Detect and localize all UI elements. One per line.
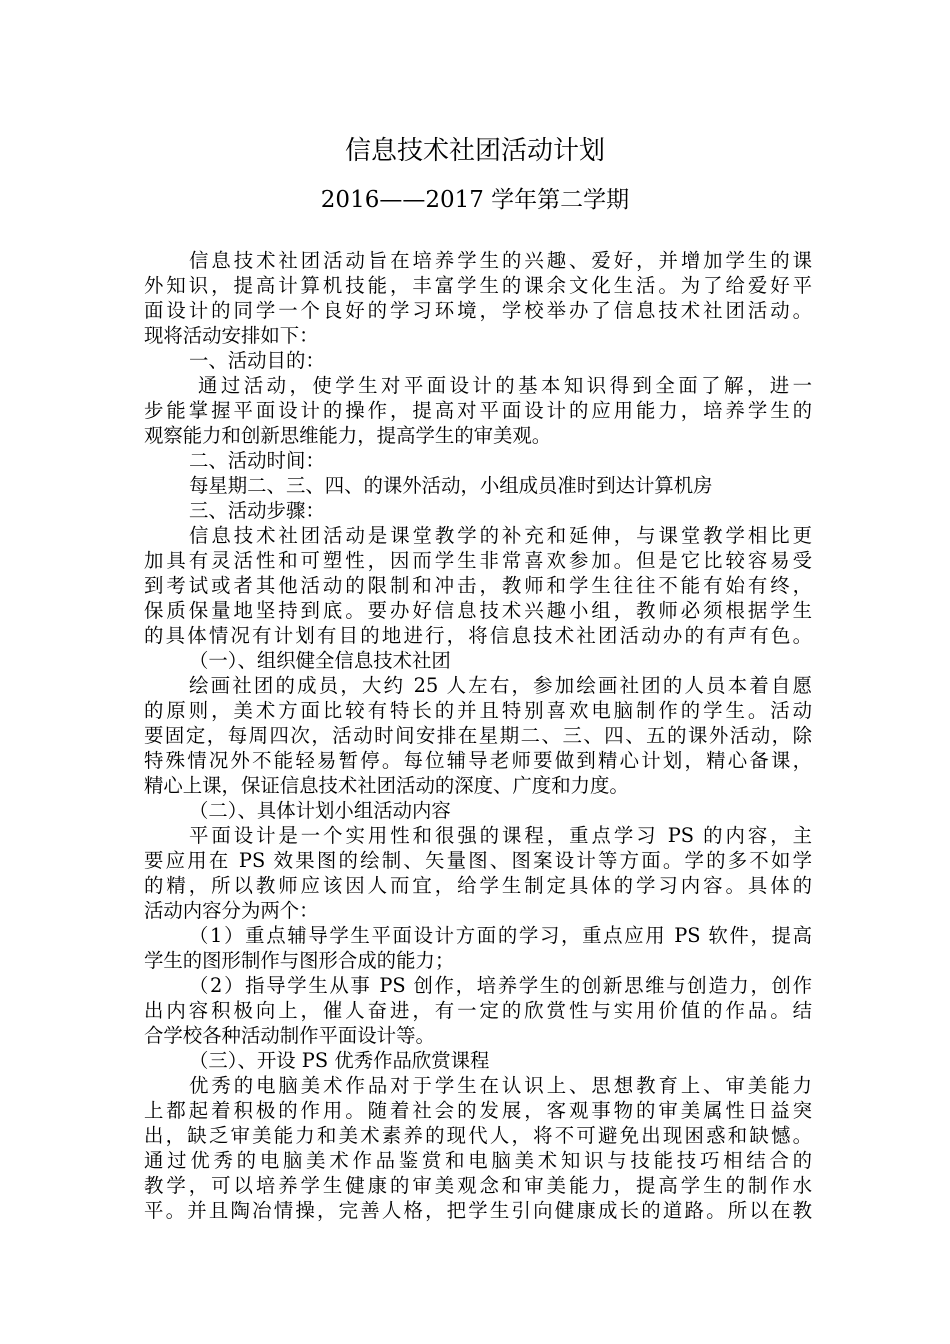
body-line: （一）、组织健全信息技术社团 bbox=[189, 649, 451, 672]
body-line: 到考试或者其他活动的限制和冲击，教师和学生往往不能有始有终， bbox=[144, 574, 812, 597]
body-line: 一、活动目的： bbox=[189, 349, 325, 372]
body-line: 要固定，每周四次，活动时间安排在星期二、三、四、五的课外活动，除 bbox=[144, 724, 812, 747]
body-line: （2）指导学生从事 PS 创作，培养学生的创新思维与创造力，创作 bbox=[189, 974, 812, 997]
body-line: 通过优秀的电脑美术作品鉴赏和电脑美术知识与技能技巧相结合的 bbox=[144, 1149, 812, 1172]
body-line: 加具有灵活性和可塑性，因而学生非常喜欢参加。但是它比较容易受 bbox=[144, 549, 812, 572]
body-line: （二）、具体计划小组活动内容 bbox=[189, 799, 451, 822]
body-line: 步能掌握平面设计的操作，提高对平面设计的应用能力，培养学生的 bbox=[144, 399, 812, 422]
body-line: 的具体情况有计划有目的地进行，将信息技术社团活动办的有声有色。 bbox=[144, 624, 812, 647]
document-subtitle: 2016——2017 学年第二学期 bbox=[320, 187, 630, 213]
body-line: 的精，所以教师应该因人而宜，给学生制定具体的学习内容。具体的 bbox=[144, 874, 812, 897]
body-line: 出，缺乏审美能力和美术素养的现代人，将不可避免出现困惑和缺憾。 bbox=[144, 1124, 812, 1147]
body-line: 二、活动时间： bbox=[189, 449, 325, 472]
body-line: 教学，可以培养学生健康的审美观念和审美能力，提高学生的制作水 bbox=[144, 1174, 812, 1197]
body-line: 精心上课，保证信息技术社团活动的深度、广度和力度。 bbox=[144, 774, 629, 797]
body-line: 优秀的电脑美术作品对于学生在认识上、思想教育上、审美能力 bbox=[189, 1074, 812, 1097]
body-line: 出内容积极向上，催人奋进，有一定的欣赏性与实用价值的作品。结 bbox=[144, 999, 812, 1022]
body-line: 学生的图形制作与图形合成的能力； bbox=[144, 949, 455, 972]
document-title: 信息技术社团活动计划 bbox=[344, 136, 605, 166]
body-line: 现将活动安排如下： bbox=[144, 324, 319, 347]
body-line: 平。并且陶冶情操，完善人格，把学生引向健康成长的道路。所以在教 bbox=[144, 1199, 812, 1222]
body-line: 通过活动，使学生对平面设计的基本知识得到全面了解，进一 bbox=[198, 374, 812, 397]
body-line: 上都起着积极的作用。随着社会的发展，客观事物的审美属性日益突 bbox=[144, 1099, 812, 1122]
body-line: 信息技术社团活动是课堂教学的补充和延伸，与课堂教学相比更 bbox=[189, 524, 812, 547]
body-line: 外知识，提高计算机技能，丰富学生的课余文化生活。为了给爱好平 bbox=[144, 274, 812, 297]
body-line: 绘画社团的成员，大约 25 人左右，参加绘画社团的人员本着自愿 bbox=[189, 674, 812, 697]
body-line: （1）重点辅导学生平面设计方面的学习，重点应用 PS 软件，提高 bbox=[189, 924, 812, 947]
body-line: 观察能力和创新思维能力，提高学生的审美观。 bbox=[144, 424, 552, 447]
body-line: 的原则，美术方面比较有特长的并且特别喜欢电脑制作的学生。活动 bbox=[144, 699, 812, 722]
body-line: 要应用在 PS 效果图的绘制、矢量图、图案设计等方面。学的多不如学 bbox=[144, 849, 812, 872]
body-line: （三）、开设 PS 优秀作品欣赏课程 bbox=[189, 1049, 490, 1072]
body-line: 信息技术社团活动旨在培养学生的兴趣、爱好，并增加学生的课 bbox=[189, 249, 812, 272]
body-line: 合学校各种活动制作平面设计等。 bbox=[144, 1024, 435, 1047]
body-line: 每星期二、三、四、的课外活动，小组成员准时到达计算机房 bbox=[189, 474, 713, 497]
body-line: 保质保量地坚持到底。要办好信息技术兴趣小组，教师必须根据学生 bbox=[144, 599, 812, 622]
body-line: 三、活动步骤： bbox=[189, 499, 325, 522]
body-line: 平面设计是一个实用性和很强的课程，重点学习 PS 的内容，主 bbox=[189, 824, 812, 847]
body-line: 特殊情况外不能轻易暂停。每位辅导老师要做到精心计划，精心备课， bbox=[144, 749, 812, 772]
body-line: 活动内容分为两个： bbox=[144, 899, 319, 922]
body-line: 面设计的同学一个良好的学习环境，学校举办了信息技术社团活动。 bbox=[144, 299, 812, 322]
